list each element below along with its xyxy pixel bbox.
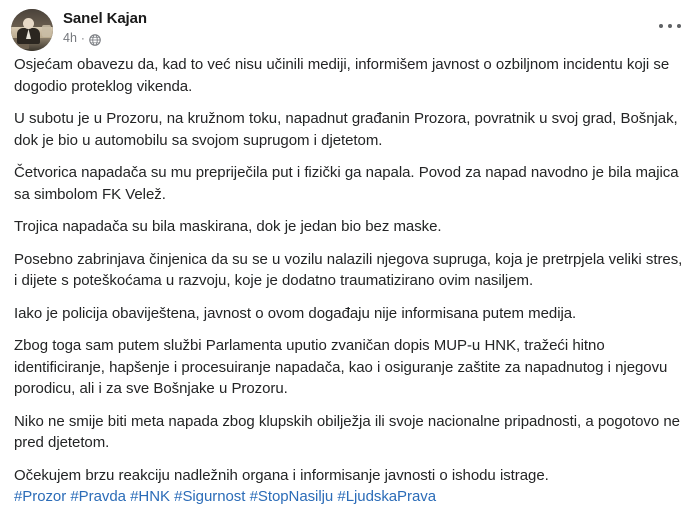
post-paragraph: U subotu je u Prozoru, na kružnom toku, napadnut građanin Prozora, povratnik u svoj grad, Bošnjak, dok je bio u automobilu sa svojom suprugom i djetetom. bbox=[14, 110, 678, 149]
post-timestamp[interactable]: 4h bbox=[63, 31, 77, 45]
post-paragraph: Četvorica napadača su mu prepriječila put i fizički ga napala. Povod za napad navodno je bila majica sa simbolom FK Velež. bbox=[14, 164, 679, 203]
author-name[interactable]: Sanel Kajan bbox=[63, 10, 147, 27]
post-header-text bbox=[63, 9, 147, 46]
ellipsis-dot bbox=[668, 24, 672, 28]
post-options-menu-button[interactable] bbox=[657, 17, 683, 35]
post-body bbox=[0, 50, 697, 508]
post-closing-line: Očekujem brzu reakciju nadležnih organa i informisanje javnosti o ishodu istrage. bbox=[14, 466, 549, 484]
post-paragraph-final bbox=[14, 465, 683, 508]
avatar[interactable] bbox=[11, 9, 53, 51]
post-hashtags[interactable]: #Prozor #Pravda #HNK #Sigurnost #StopNasilju #LjudskaPrava bbox=[14, 488, 436, 505]
ellipsis-dot bbox=[659, 24, 663, 28]
globe-icon[interactable] bbox=[89, 34, 101, 46]
post-paragraph: Iako je policija obaviještena, javnost o ovom događaju nije informisana putem medija. bbox=[14, 304, 577, 322]
post-paragraph: Zbog toga sam putem službi Parlamenta uputio zvaničan dopis MUP-u HNK, tražeći hitno identificiranje, hapšenje i procesuiranje napadača, kao i osiguranje zaštite za napadnutog i njegovu porodicu, ali i za sve Bošnjake u Prozoru. bbox=[14, 337, 668, 397]
post-paragraph: Osjećam obavezu da, kad to već nisu učinili mediji, informišem javnost o ozbiljnom incidentu koji se dogodio proteklog vikenda. bbox=[14, 56, 670, 95]
post-meta bbox=[63, 31, 147, 46]
avatar-background-highlight bbox=[42, 25, 51, 37]
meta-separator: · bbox=[80, 31, 85, 45]
post-paragraph: Niko ne smije biti meta napada zbog klupskih obilježja ili svoje nacionalne pripadnosti, a pogotovo ne pred djetetom. bbox=[14, 412, 680, 451]
post-paragraph: Posebno zabrinjava činjenica da su se u vozilu nalazili njegova supruga, koja je pretrpjela veliki stres, i dijete s poteškoćama u razvoju, koje je dodatno traumatizirano ovim nasiljem. bbox=[14, 250, 683, 289]
ellipsis-dot bbox=[677, 24, 681, 28]
post-paragraph: Trojica napadača su bila maskirana, dok je jedan bio bez maske. bbox=[14, 218, 442, 235]
avatar-person-head bbox=[23, 18, 34, 29]
post-header bbox=[0, 0, 697, 50]
